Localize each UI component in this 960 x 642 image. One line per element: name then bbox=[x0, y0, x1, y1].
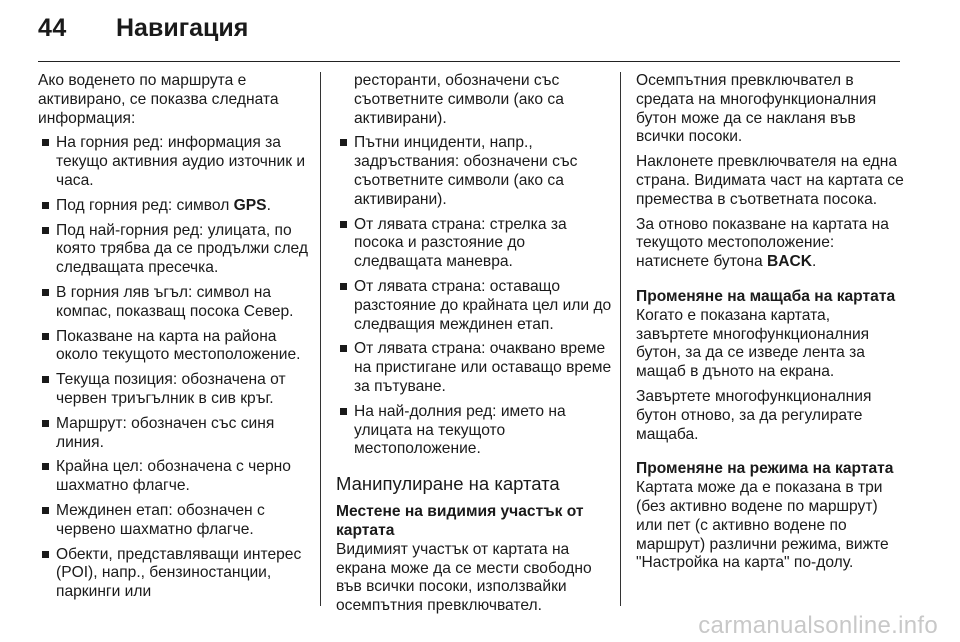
page-number: 44 bbox=[38, 14, 67, 42]
column-divider-1 bbox=[320, 72, 321, 606]
list-item: Под горния ред: символ GPS. bbox=[38, 197, 310, 216]
list-item: Маршрут: обозначен със синя линия. bbox=[38, 415, 310, 453]
column-3 bbox=[636, 72, 906, 579]
list-item: На най-долния ред: името на улицата на текущото местоположение. bbox=[336, 403, 612, 459]
paragraph: За отново показване на картата на текущото местоположение: натиснете бутона BACK. bbox=[636, 215, 889, 271]
subsection-title: Местене на видимия участък от картата bbox=[336, 503, 584, 539]
watermark: carmanualsonline.info bbox=[698, 612, 938, 639]
paragraph: Осемпътния превключвател в средата на многофункционалния бутон може да се накланя във всички посоки. bbox=[636, 72, 877, 146]
list-item: Под най-горния ред: улицата, по която трябва да се продължи след следващата пресечка. bbox=[38, 222, 310, 278]
intro-paragraph: Ако воденето по маршрута е активирано, се показва следната информация: bbox=[38, 72, 279, 127]
back-button-label: BACK bbox=[766, 253, 813, 271]
subsection-paragraph: Видимият участък от картата на екрана може да се мести свободно във всички посоки, използвайки осемпътния превключвател. bbox=[336, 540, 592, 615]
header-divider bbox=[38, 61, 900, 62]
list-item: Показване на карта на района около текущото местоположение. bbox=[38, 328, 310, 366]
zoom-subsection-title: Променяне на мащаба на картата bbox=[636, 287, 896, 305]
gps-label: GPS bbox=[233, 196, 267, 214]
column-1 bbox=[38, 72, 310, 608]
list-item: Текуща позиция: обозначена от червен триъгълник в сив кръг. bbox=[38, 371, 310, 409]
list-item: Обекти, представляващи интерес (POI), напр., бензиностанции, паркинги или bbox=[38, 546, 310, 602]
column-2 bbox=[336, 72, 612, 622]
column-divider-2 bbox=[620, 72, 621, 606]
mode-subsection-title: Променяне на режима на картата bbox=[636, 460, 894, 478]
list-item: В горния ляв ъгъл: символ на компас, показващ посока Север. bbox=[38, 284, 310, 322]
list-item: От лявата страна: стрелка за посока и разстояние до следващата маневра. bbox=[336, 216, 612, 272]
paragraph: Когато е показана картата, завъртете многофункционалния бутон, за да се изведе лента за мащаб в дъното на екрана. bbox=[636, 306, 870, 381]
list-item: От лявата страна: оставащо разстояние до крайната цел или до следващия междинен етап. bbox=[336, 278, 612, 334]
paragraph: Завъртете многофункционалния бутон отново, за да регулирате мащаба. bbox=[636, 387, 872, 443]
paragraph: Наклонете превключвателя на една страна. Видимата част на картата се премества в съответната посока. bbox=[636, 153, 904, 208]
page-title: Навигация bbox=[116, 14, 249, 42]
paragraph: Картата може да е показана в три (без активно водене по маршрут) или пет (с активно водене по маршрут) различни режима, вижте "Настройка на карта" по-долу. bbox=[636, 479, 889, 572]
info-list bbox=[38, 134, 310, 602]
section-title: Манипулиране на картата bbox=[336, 473, 560, 495]
list-item: Крайна цел: обозначена с черно шахматно флагче. bbox=[38, 458, 310, 496]
list-item: Междинен етап: обозначен с червено шахматно флагче. bbox=[38, 502, 310, 540]
list-item: Пътни инциденти, напр., задръствания: обозначени със съответните символи (ако са активирани). bbox=[336, 134, 612, 209]
info-list-continued bbox=[336, 134, 612, 459]
list-item: От лявата страна: очаквано време на пристигане или оставащо време за пътуване. bbox=[336, 340, 612, 396]
page-header bbox=[38, 14, 918, 54]
list-item: На горния ред: информация за текущо активния аудио източник и часа. bbox=[38, 134, 310, 190]
list-item-continuation: ресторанти, обозначени със съответните символи (ако са активирани). bbox=[354, 72, 564, 127]
